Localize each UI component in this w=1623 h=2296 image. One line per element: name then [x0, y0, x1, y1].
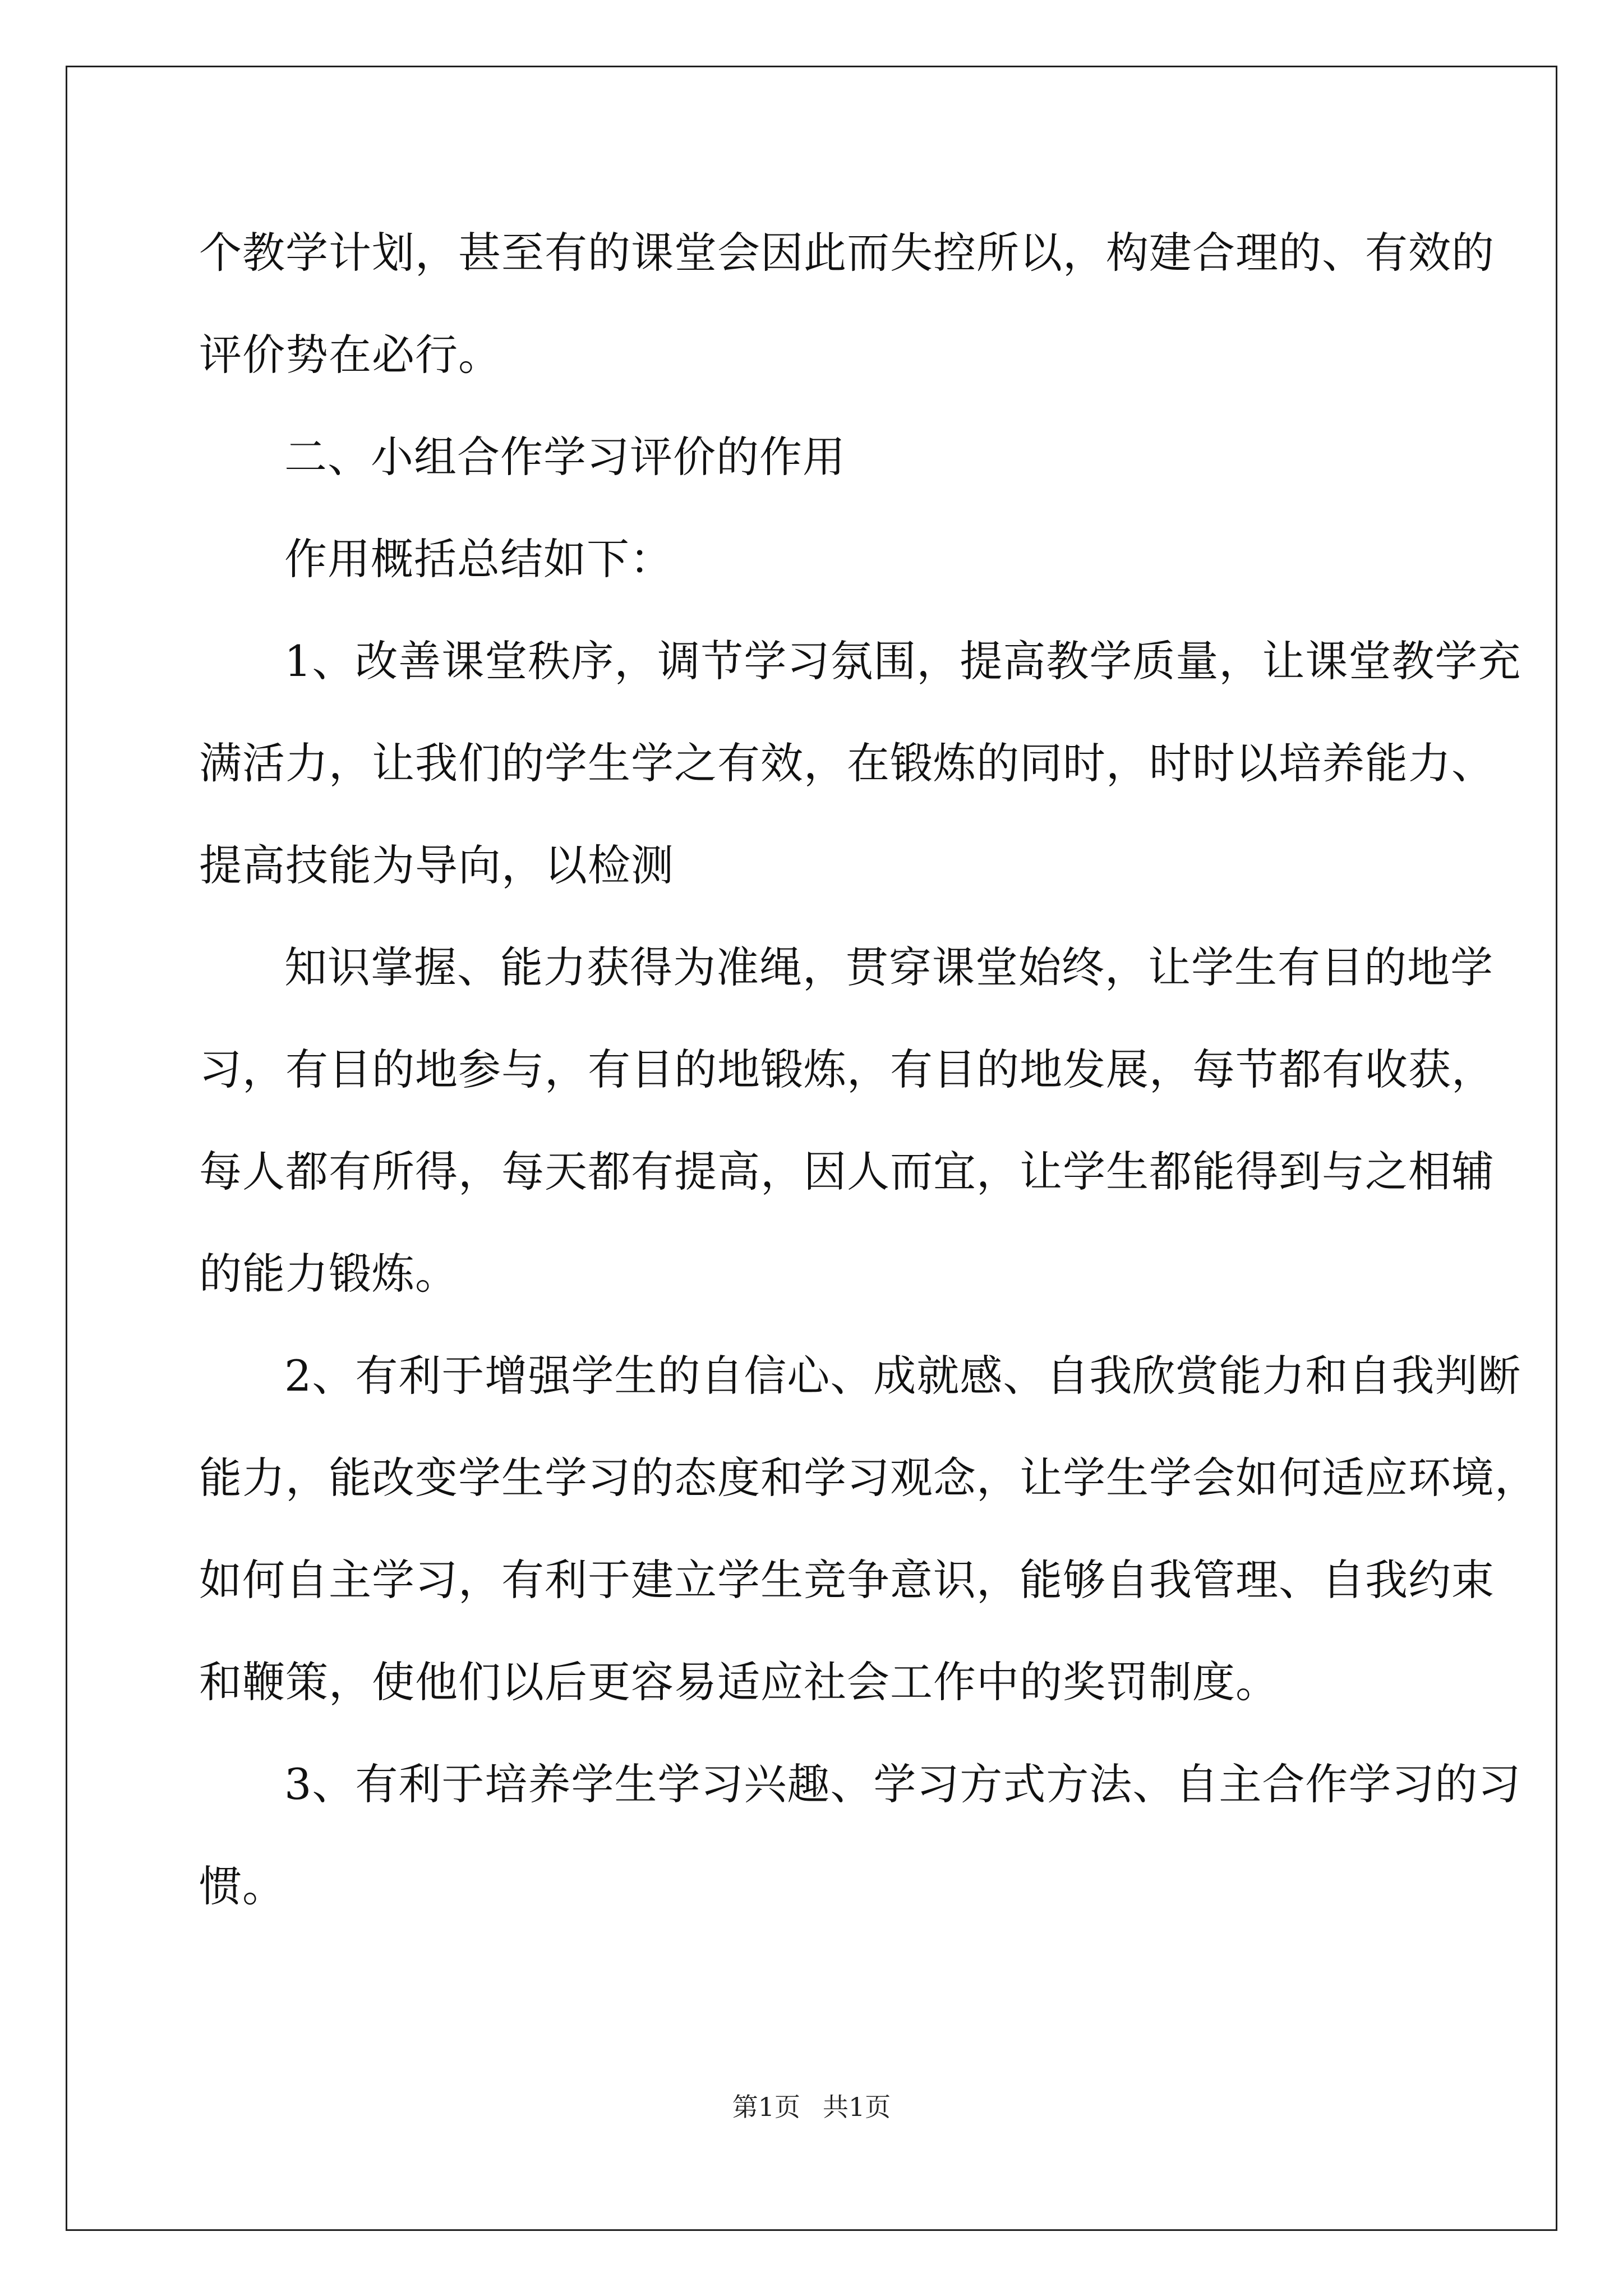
text-line: 的能力锻炼。 [199, 1249, 458, 1299]
page-number: 第1页 [732, 2092, 800, 2122]
text-line: 1、改善课堂秩序，调节学习氛围，提高教学质量，让课堂教学充 [284, 636, 1521, 686]
text-line: 3、有利于培养学生学习兴趣、学习方式方法、自主合作学习的习 [284, 1759, 1521, 1809]
text-line: 2、有利于增强学生的自信心、成就感、自我欣赏能力和自我判断 [284, 1351, 1521, 1401]
text-line: 评价势在必行。 [199, 330, 501, 380]
text-line: 个教学计划，甚至有的课堂会因此而失控所以，构建合理的、有效的 [199, 228, 1495, 278]
page-total: 共1页 [823, 2092, 891, 2122]
text-line: 知识掌握、能力获得为准绳，贯穿课堂始终，让学生有目的地学 [284, 942, 1493, 992]
text-line: 惯。 [199, 1861, 285, 1911]
text-line: 和鞭策，使他们以后更容易适应社会工作中的奖罚制度。 [199, 1657, 1279, 1707]
text-line: 作用概括总结如下： [284, 534, 673, 584]
text-line: 满活力，让我们的学生学之有效，在锻炼的同时，时时以培养能力、 [199, 738, 1495, 788]
text-line: 习，有目的地参与，有目的地锻炼，有目的地发展，每节都有收获， [199, 1045, 1495, 1094]
text-line: 如何自主学习，有利于建立学生竞争意识，能够自我管理、自我约束 [199, 1555, 1495, 1605]
text-line: 能力，能改变学生学习的态度和学习观念，让学生学会如何适应环境， [199, 1453, 1538, 1503]
section-heading: 二、小组合作学习评价的作用 [284, 432, 846, 482]
text-line: 每人都有所得，每天都有提高，因人而宜，让学生都能得到与之相辅 [199, 1147, 1495, 1197]
document-body [199, 202, 1538, 1938]
text-line: 提高技能为导向，以检测 [199, 840, 674, 890]
page-footer [0, 2087, 1623, 2124]
